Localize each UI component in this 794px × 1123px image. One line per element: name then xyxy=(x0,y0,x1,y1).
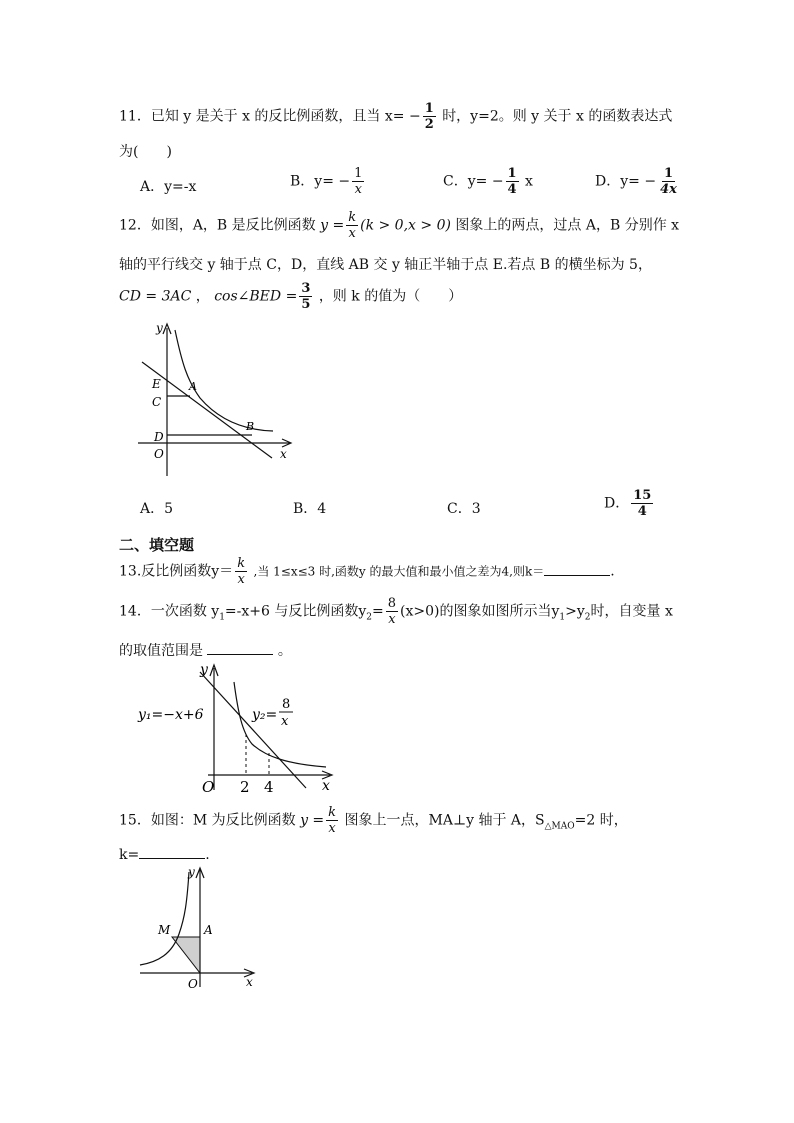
fraction: $\frac{8}{x}$ xyxy=(387,596,397,627)
x-label: x xyxy=(246,975,253,989)
triangle-mao xyxy=(172,937,200,973)
q12-figure xyxy=(130,318,300,478)
q11-option-a: A．y=-x xyxy=(140,179,197,195)
fraction: $\frac{3}{5}$ xyxy=(301,281,311,312)
answer-blank[interactable] xyxy=(207,640,273,655)
q11-option-d: D．y= − $\frac{1}{4x}$ xyxy=(595,166,677,197)
label-m: M xyxy=(158,923,171,937)
label-c: C xyxy=(152,395,162,409)
q12-line2: 轴的平行线交 y 轴于点 C，D，直线 AB 交 y 轴正半轴于点 E.若点 B 的横坐标为 5， xyxy=(119,257,652,273)
answer-blank[interactable] xyxy=(544,561,610,576)
q12-option-a: A．5 xyxy=(140,501,174,517)
curve-label-den: x xyxy=(281,714,289,729)
q12-line3: CD = 3AC ， cos∠BED = $\frac{3}{5}$ ，则 k 的值为（ ） xyxy=(119,281,463,312)
q11-option-c: C．y= − $\frac{1}{4}$ x xyxy=(443,166,533,197)
q15-line2: k= . xyxy=(119,844,210,863)
q14-line2: 的取值范围是 。 xyxy=(119,640,292,660)
answer-blank[interactable] xyxy=(139,844,205,859)
label-o: O xyxy=(188,977,198,991)
curve-label-num: 8 xyxy=(282,697,291,712)
fraction: $\frac{k}{x}$ xyxy=(348,210,357,241)
label-o: O xyxy=(154,447,164,461)
q14-figure xyxy=(130,660,340,795)
q11-option-b: B．y= − $\frac{1}{x}$ xyxy=(290,166,363,197)
q14-line1: 14．一次函数 $y_1=-x+6$ 与反比例函数$y_2=$ $\frac{8}{x}$ (x>0)的图象如图所示当$y_1>y_2$时，自变量 x xyxy=(119,596,673,627)
q12-option-d: D． $\frac{15}{4}$ xyxy=(604,488,652,519)
x-label: x xyxy=(322,778,330,794)
x-label: x xyxy=(280,447,287,461)
section-title: 二、填空题 xyxy=(119,536,195,554)
hyperbola-curve xyxy=(140,872,189,965)
q11-line1: 11．已知 y 是关于 x 的反比例函数，且当 x= − $\frac{1}{2}$ 时，y=2。则 y 关于 x 的函数表达式 xyxy=(119,101,673,132)
y-label: y xyxy=(188,865,195,879)
q12-line1: 12．如图，A，B 是反比例函数 y = $\frac{k}{x}$ (k > 0,x > 0) 图象上的两点，过点 A，B 分别作 x xyxy=(119,210,680,241)
y-label: y xyxy=(200,662,208,678)
q15-line1: 15．如图：M 为反比例函数 y = $\frac{k}{x}$ 图象上一点，MA⊥y 轴于 A，$S_{\triangle MAO}=2$ 时， xyxy=(119,805,628,836)
line-label: y₁=−x+6 xyxy=(138,707,204,723)
fraction: $\frac{1}{x}$ xyxy=(354,166,363,197)
label-a: A xyxy=(189,380,197,393)
q13-line1: 13.反比例函数y＝ $\frac{k}{x}$ ,当 1≤x≤3 时,函数y 的最大值和最小值之差为4,则k＝ . xyxy=(119,556,615,587)
q15-figure xyxy=(134,862,264,992)
label-e: E xyxy=(152,377,161,391)
fraction: $\frac{k}{x}$ xyxy=(328,805,337,836)
fraction: $\frac{1}{4x}$ xyxy=(660,166,677,197)
label-b: B xyxy=(246,420,255,433)
label-a: A xyxy=(204,923,213,937)
tick-label-4: 4 xyxy=(264,778,274,795)
fraction: $\frac{1}{4}$ xyxy=(507,166,517,197)
line-y1 xyxy=(200,672,306,788)
fraction: $\frac{k}{x}$ xyxy=(237,556,246,587)
label-d: D xyxy=(154,430,164,444)
q12-option-c: C．3 xyxy=(447,501,481,517)
curve-label: y₂= xyxy=(252,707,278,723)
fraction: $\frac{15}{4}$ xyxy=(633,488,652,519)
origin-label: O xyxy=(202,778,215,795)
y-label: y xyxy=(156,321,163,335)
fraction: $\frac{1}{2}$ xyxy=(424,101,434,132)
q11-line2: 为( ) xyxy=(119,144,172,160)
q12-option-b: B．4 xyxy=(293,501,327,517)
tick-label-2: 2 xyxy=(240,778,250,795)
